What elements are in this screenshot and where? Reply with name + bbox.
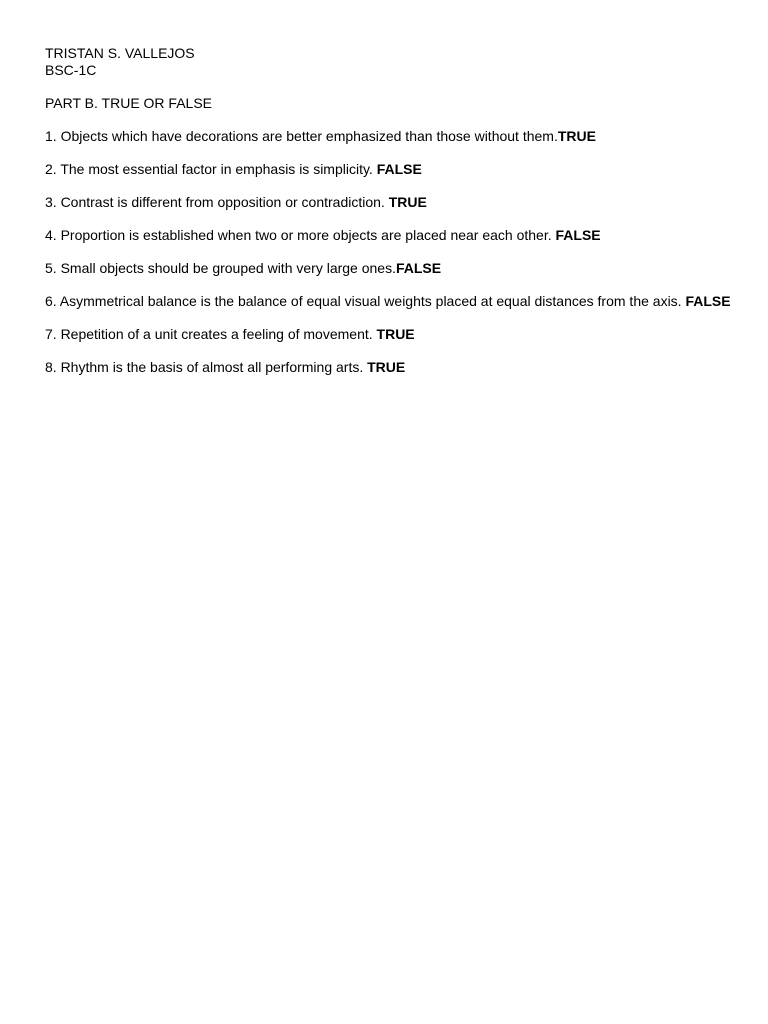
question-item-2 [45, 161, 745, 178]
question-item-4 [45, 227, 745, 244]
answer-label: FALSE [555, 227, 601, 243]
question-text: 2. The most essential factor in emphasis is simplicity. [45, 161, 377, 177]
answer-label: TRUE [388, 194, 427, 210]
part-title: PART B. TRUE OR FALSE [45, 95, 213, 111]
question-text: 6. Asymmetrical balance is the balance of equal visual weights placed at equal distances from the axis. [45, 293, 686, 309]
answer-label: TRUE [557, 128, 596, 144]
answer-label: TRUE [367, 359, 406, 375]
question-item-7 [45, 326, 745, 343]
question-text: 5. Small objects should be grouped with very large ones. [45, 260, 396, 276]
document-page [45, 45, 745, 376]
question-text: 7. Repetition of a unit creates a feeling of movement. [45, 326, 377, 342]
question-item-3 [45, 194, 745, 211]
question-item-6 [45, 293, 745, 310]
question-text: 1. Objects which have decorations are better emphasized than those without them. [45, 128, 558, 144]
answer-label: FALSE [395, 260, 442, 276]
question-item-1 [45, 128, 745, 145]
answer-label: TRUE [376, 326, 415, 342]
student-name: TRISTAN S. VALLEJOS [45, 45, 195, 61]
answer-label: FALSE [376, 161, 422, 177]
question-text: 3. Contrast is different from opposition or contradiction. [45, 194, 389, 210]
question-text: 8. Rhythm is the basis of almost all performing arts. [45, 359, 368, 375]
answer-label: FALSE [685, 293, 731, 309]
student-section: BSC-1C [45, 62, 97, 78]
question-item-8 [45, 359, 745, 376]
question-item-5 [45, 260, 745, 277]
question-text: 4. Proportion is established when two or more objects are placed near each other. [45, 227, 556, 243]
